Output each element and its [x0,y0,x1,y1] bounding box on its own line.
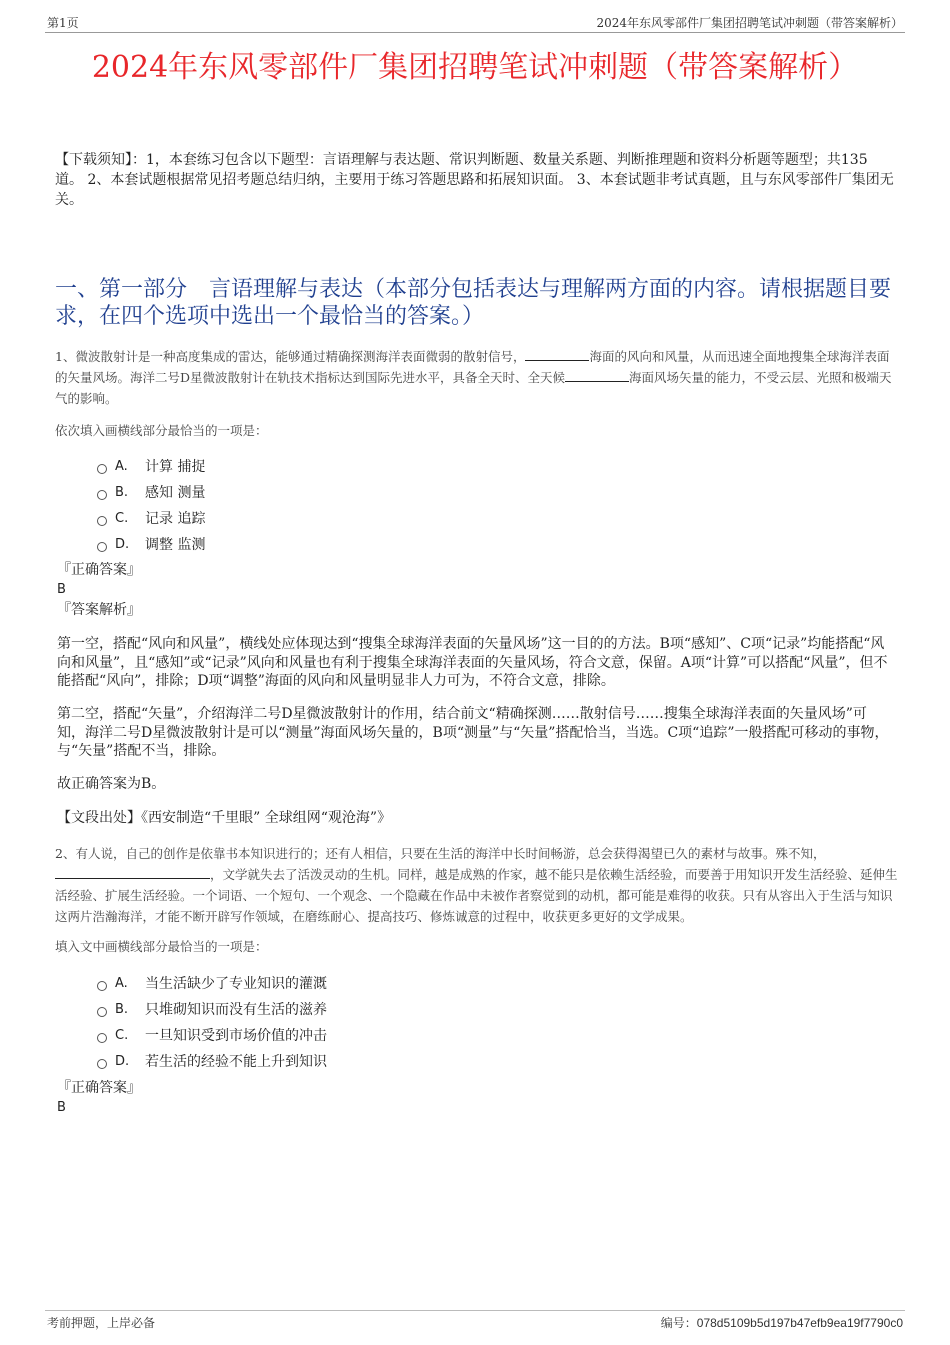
analysis-conclusion: 故正确答案为B。 [57,776,166,792]
option-text: 调整 监测 [145,537,206,553]
question-2-text [55,843,900,927]
option-label: D. [115,536,130,552]
radio-icon[interactable] [97,490,107,500]
option-label: C. [115,510,129,526]
option-text: 感知 测量 [145,485,206,501]
question-2-options [97,970,327,1074]
radio-icon[interactable] [97,981,107,991]
answer-value: B [57,582,66,597]
option-a[interactable] [97,970,327,996]
radio-icon[interactable] [97,1007,107,1017]
option-d[interactable] [97,1048,327,1074]
fill-blank [525,348,589,361]
q2-text-part: ，文学就失去了活泼灵动的生机。同样，越是成熟的作家，越不能只是依赖生活经验，而要善于用知识开发生活经验、延伸生活经验、扩展生活经验。一个词语、一个短句、一个观念、一个隐藏在作品中未被作者察觉到的动机，都可能是难得的收获。只有从容出入于生活与知识这两片浩瀚海洋，才能不断开辟写作领域，在磨练耐心、提高技巧、修炼诚意的过程中，收获更多更好的文学成果。 [55,867,898,924]
source-citation: 【文段出处】《西安制造“千里眼” 全球组网“观沧海”》 [57,810,392,826]
option-c[interactable] [97,505,205,531]
option-text: 计算 捕捉 [145,459,206,475]
analysis-label: 『答案解析』 [57,602,141,618]
analysis-paragraph: 第二空，搭配“矢量”，介绍海洋二号D星微波散射计的作用，结合前文“精确探测……散射信号……搜集全球海洋表面的矢量风场”可知，海洋二号D星微波散射计是可以“测量”海面风场矢量的，B项“测量”与“矢量”搭配恰当，当选。C项“追踪”一般搭配可移动的事物，与“矢量”搭配不当，排除。 [57,706,889,759]
radio-icon[interactable] [97,464,107,474]
q2-text-part: 2、有人说，自己的创作是依靠书本知识进行的；还有人相信，只要在生活的海洋中长时间畅游，总会获得渴望已久的素材与故事。殊不知， [55,846,826,861]
q1-text-part: 海面的风向和风量，从而迅速全面地搜集全球海洋表面的矢量风场。海洋二号D星微波散射计在轨技术指标达到国际先进水平，具备全天时、全天候 [55,349,890,385]
option-label: A. [115,458,128,474]
footer-slogan: 考前押题，上岸必备 [47,1316,156,1330]
option-label: C. [115,1027,129,1043]
footer-divider [45,1310,905,1311]
question-1-text [55,346,900,409]
header-divider [45,32,905,33]
option-text: 只堆砌知识而没有生活的滋养 [145,1002,327,1018]
download-notice: 【下载须知】：1，本套练习包含以下题型：言语理解与表达题、常识判断题、数量关系题、判断推理题和资料分析题等题型；共135道。 2、本套试题根据常见招考题总结归纳，主要用于练习答题思路和拓展知识面。 3、本套试题非考试真题，且与东风零部件厂集团无关。 [55,152,894,208]
option-text: 一旦知识受到市场价值的冲击 [145,1028,327,1044]
radio-icon[interactable] [97,1033,107,1043]
answer-value: B [57,1100,66,1115]
question-2-prompt: 填入文中画横线部分最恰当的一项是： [55,939,268,954]
answer-label: 『正确答案』 [57,1080,141,1096]
option-label: B. [115,1001,129,1017]
q1-text-part: 海面风场矢量的能力，不受云层、光照和极端天气的影响。 [55,370,892,406]
option-label: A. [115,975,128,991]
header-doc-title: 2024年东风零部件厂集团招聘笔试冲刺题（带答案解析） [596,16,903,30]
option-text: 当生活缺少了专业知识的灌溉 [145,976,327,992]
page-number: 第1页 [47,16,79,30]
code-label: 编号： [660,1316,697,1330]
option-label: B. [115,484,129,500]
answer-label: 『正确答案』 [57,562,141,578]
option-d[interactable] [97,531,205,557]
code-value: 078d5109b5d197b47efb9ea19f7790c0 [696,1316,903,1330]
radio-icon[interactable] [97,542,107,552]
fill-blank [565,369,629,382]
option-b[interactable] [97,479,205,505]
option-b[interactable] [97,996,327,1022]
section-heading: 一、第一部分 言语理解与表达（本部分包括表达与理解两方面的内容。请根据题目要求，在四个选项中选出一个最恰当的答案。） [55,277,892,329]
question-1-options [97,453,205,557]
question-1-prompt: 依次填入画横线部分最恰当的一项是： [55,423,268,438]
option-text: 记录 追踪 [145,511,206,527]
option-c[interactable] [97,1022,327,1048]
option-label: D. [115,1053,130,1069]
fill-blank [55,866,210,879]
radio-icon[interactable] [97,1059,107,1069]
page-title: 2024年东风零部件厂集团招聘笔试冲刺题（带答案解析） [91,50,859,85]
footer-code [661,1314,903,1331]
radio-icon[interactable] [97,516,107,526]
option-text: 若生活的经验不能上升到知识 [145,1054,327,1070]
analysis-paragraph: 第一空，搭配“风向和风量”，横线处应体现达到“搜集全球海洋表面的矢量风场”这一目的的方法。B项“感知”、C项“记录”均能搭配“风向和风量”，且“感知”或“记录”风向和风量也有利于搜集全球海洋表面的矢量风场，符合文意，保留。A项“计算”可以搭配“风量”，但不能搭配“风向”，排除；D项“调整”海面的风向和风量明显非人力可为，不符合文意，排除。 [57,636,888,689]
option-a[interactable] [97,453,205,479]
q1-text-part: 1、微波散射计是一种高度集成的雷达，能够通过精确探测海洋表面微弱的散射信号， [55,349,526,364]
